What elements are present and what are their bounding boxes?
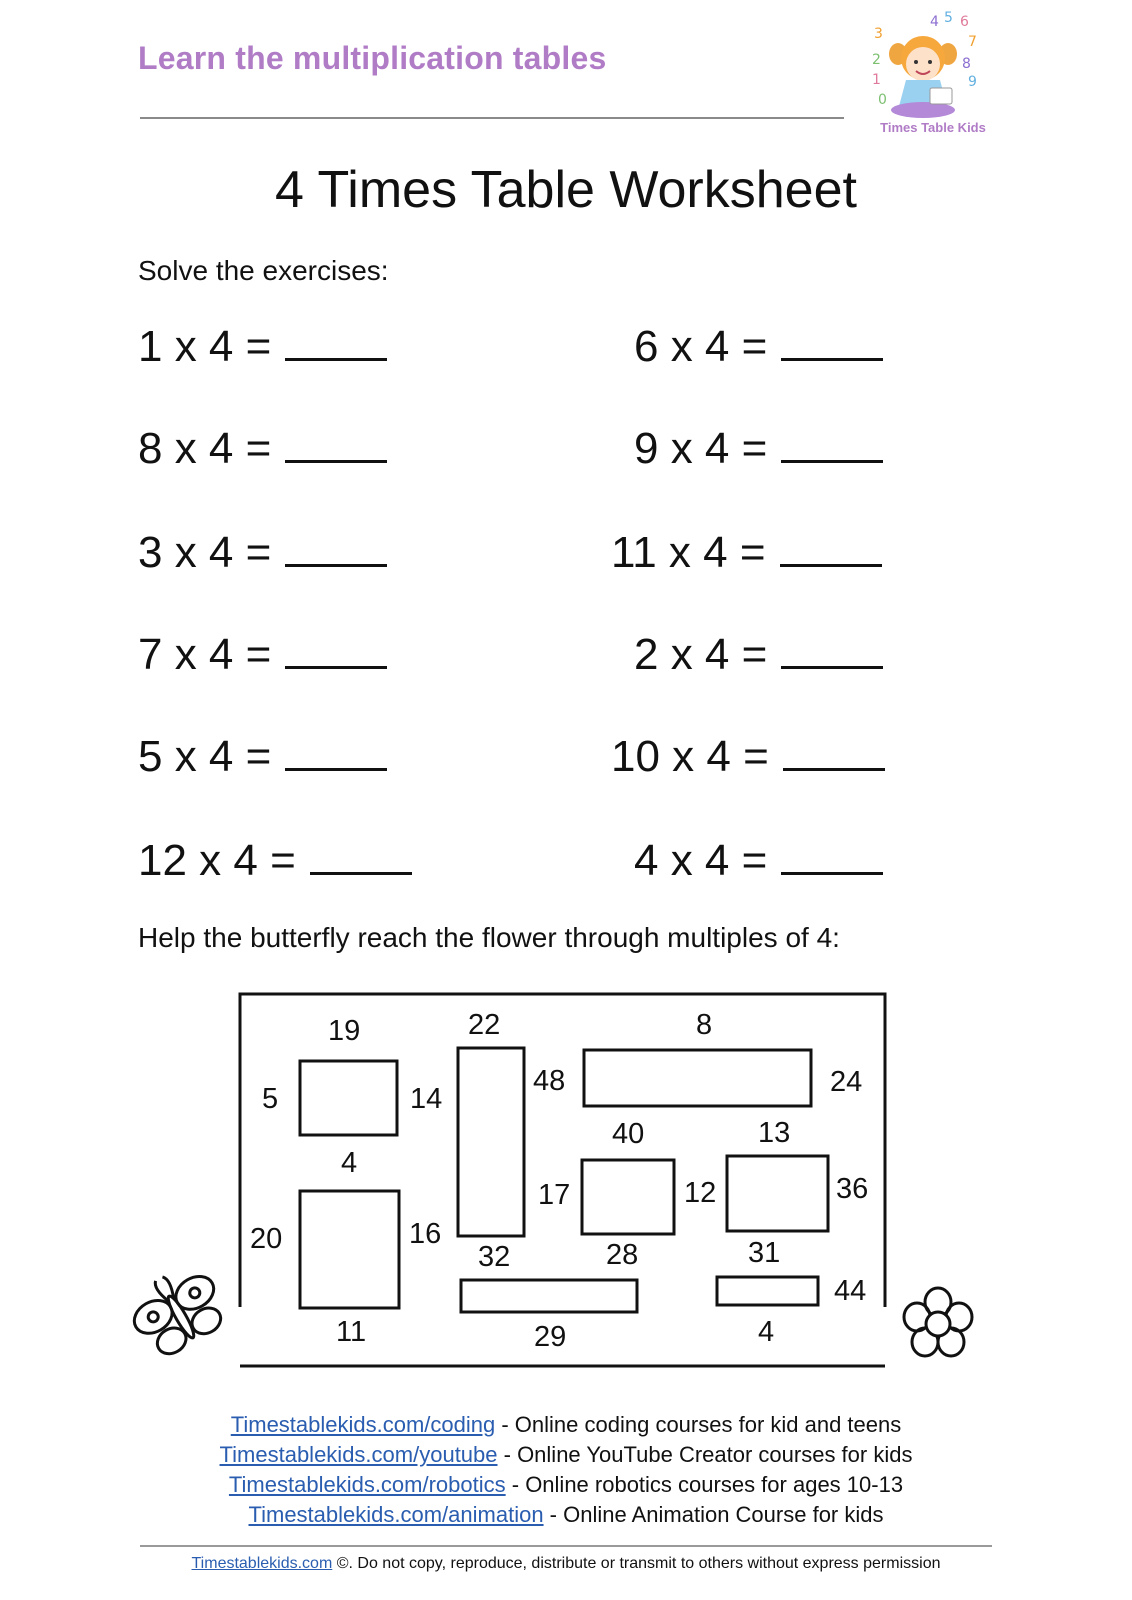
- maze-number: 36: [836, 1173, 869, 1205]
- exercise-problem: 6 x 4 =: [634, 322, 768, 371]
- maze-number: 28: [606, 1239, 639, 1271]
- promo-line: [0, 1440, 1132, 1470]
- youtube-link[interactable]: Timestablekids.com/youtube: [219, 1442, 498, 1467]
- maze-number: 32: [478, 1241, 511, 1273]
- logo-digit: 3: [874, 26, 883, 42]
- promo-line: [0, 1500, 1132, 1530]
- maze-number: 5: [262, 1083, 279, 1115]
- promo-description: - Online robotics courses for ages 10-13: [505, 1472, 904, 1497]
- maze-block: [582, 1160, 674, 1234]
- maze-prompt: Help the butterfly reach the flower through multiples of 4:: [138, 922, 840, 953]
- maze-number: 13: [758, 1117, 791, 1149]
- robotics-link[interactable]: Timestablekids.com/robotics: [228, 1472, 506, 1497]
- promo-description: - Online Animation Course for kids: [543, 1502, 884, 1527]
- maze-number: 12: [684, 1177, 717, 1209]
- exercise-problem: 7 x 4 =: [138, 630, 272, 679]
- logo-label: Times Table Kids: [880, 120, 986, 135]
- promo-description: - Online coding courses for kid and teens: [495, 1412, 902, 1437]
- maze-number: 22: [468, 1009, 501, 1041]
- maze-number: 4: [341, 1147, 358, 1179]
- coding-link[interactable]: Timestablekids.com/coding: [230, 1412, 496, 1437]
- logo-digit: 4: [930, 14, 939, 30]
- exercise-problem: 11 x 4 =: [611, 528, 766, 577]
- maze-block: [458, 1048, 524, 1236]
- copyright-notice: ©. Do not copy, reproduce, distribute or transmit to others without express permission: [332, 1555, 941, 1572]
- exercise-problem: 8 x 4 =: [138, 424, 272, 473]
- maze-number: 17: [538, 1179, 571, 1211]
- footer: [0, 1555, 1132, 1573]
- exercise-problem: 2 x 4 =: [634, 630, 768, 679]
- footer-divider: [140, 1545, 992, 1547]
- maze-number: 8: [696, 1009, 713, 1041]
- maze-block: [584, 1050, 811, 1106]
- instructions: Solve the exercises:: [138, 255, 389, 286]
- logo-digit: 8: [962, 56, 971, 72]
- flower-icon: [904, 1288, 972, 1356]
- maze-number: 4: [758, 1316, 775, 1348]
- maze-number: 24: [830, 1066, 863, 1098]
- logo-digit: 5: [944, 10, 953, 26]
- maze-number: 16: [409, 1218, 442, 1250]
- logo-digit: 7: [968, 34, 977, 50]
- exercise-problem: 9 x 4 =: [634, 424, 768, 473]
- logo-digit: 0: [878, 92, 887, 108]
- logo-digit: 9: [968, 74, 977, 90]
- logo-digit: 6: [960, 14, 969, 30]
- butterfly-icon: [121, 1257, 233, 1363]
- maze-block: [717, 1277, 818, 1305]
- page-title: 4 Times Table Worksheet: [275, 161, 857, 219]
- promo-line: [0, 1470, 1132, 1500]
- footer-link[interactable]: Timestablekids.com: [191, 1555, 333, 1572]
- maze-block: [300, 1191, 399, 1308]
- maze-number: 48: [533, 1065, 566, 1097]
- exercise-problem: 12 x 4 =: [138, 836, 296, 885]
- exercise-problem: 10 x 4 =: [611, 732, 769, 781]
- maze-number: 40: [612, 1118, 645, 1150]
- maze-number: 19: [328, 1015, 361, 1047]
- exercise-problem: 1 x 4 =: [138, 322, 272, 371]
- maze-number: 14: [410, 1083, 443, 1115]
- maze-number: 11: [336, 1316, 367, 1348]
- exercise-problem: 3 x 4 =: [138, 528, 272, 577]
- maze-number: 29: [534, 1321, 567, 1353]
- logo-digit: 2: [872, 52, 881, 68]
- exercise-problem: 5 x 4 =: [138, 732, 272, 781]
- promo-line: [0, 1410, 1132, 1440]
- promo-description: - Online YouTube Creator courses for kids: [497, 1442, 913, 1467]
- maze-number: 31: [748, 1237, 781, 1269]
- maze-block: [727, 1156, 828, 1231]
- header-title: Learn the multiplication tables: [138, 40, 607, 76]
- maze-number: 44: [834, 1275, 867, 1307]
- promo-links: [0, 1410, 1132, 1530]
- logo-digit: 1: [872, 72, 881, 88]
- maze-number: 20: [250, 1223, 283, 1255]
- maze-block: [461, 1280, 637, 1312]
- maze-block: [300, 1061, 397, 1135]
- animation-link[interactable]: Timestablekids.com/animation: [248, 1502, 544, 1527]
- exercise-problem: 4 x 4 =: [634, 836, 768, 885]
